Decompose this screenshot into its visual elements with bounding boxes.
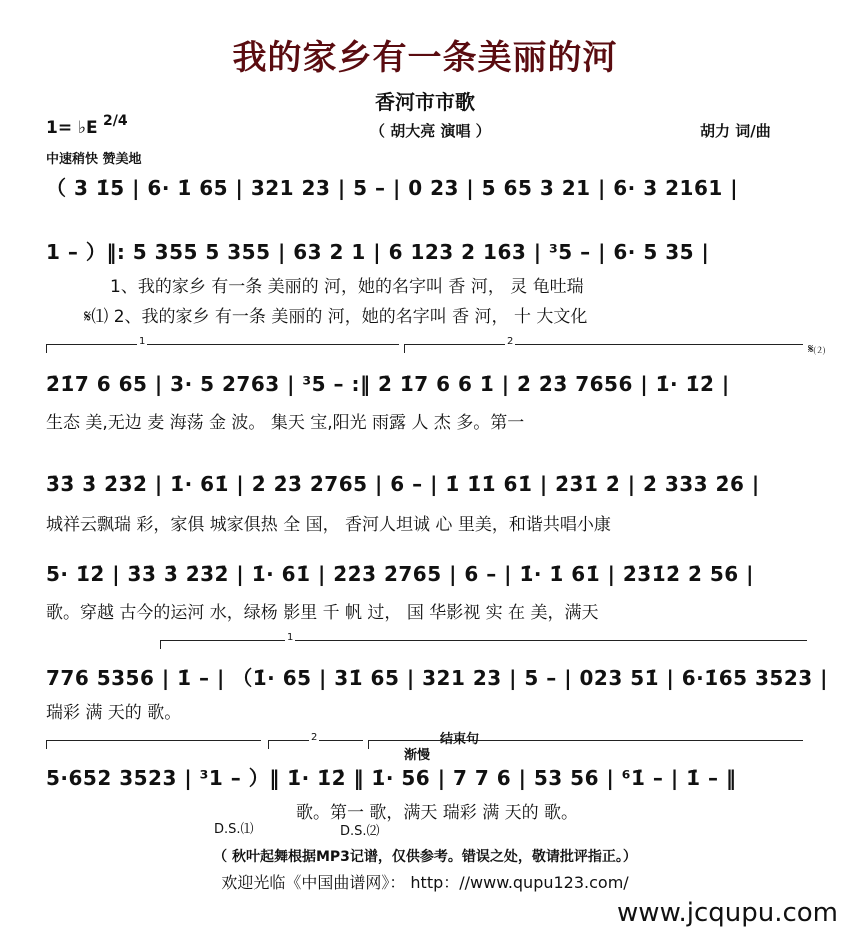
notation-row-4: 3̇3̇ 3̇ 2̇3̇2̇ | 1̇· 61̇ | 2̇ 2̇3̇ 2̇765 | 6 – | 1̇ 1̇1̇ 61̇ | 2̇3̇1̇ 2̇ | 2̇ 333 2̇6 | [46, 472, 760, 496]
notation-row-2: 1 – ）‖: 5 355 5 355 | 63 2 1 | 6 123 2 163 | ³5 – | 6· 5 35 | [46, 240, 710, 264]
time-signature: 2/4 [103, 113, 128, 129]
volta-bracket-1 [46, 336, 399, 353]
ending-label: 结束句 [440, 732, 480, 747]
volta-bracket-2 [404, 336, 803, 353]
lyric-row-5: 歌。穿越 古今的运河 水，绿杨 影里 千 帆 过， 国 华影视 实 在 美，满天 [46, 603, 599, 623]
lyric-row-4: 城祥云飘瑞 彩，家俱 城家俱热 全 国， 香河人坦诚 心 里美，和谐共唱小康 [46, 515, 611, 535]
song-subtitle: 香河市市歌 [375, 90, 475, 114]
volta-bracket-1 [160, 632, 807, 649]
volta-number: 1 [139, 336, 146, 347]
notation-row-3: 2̇1̇7 6 65 | 3· 5 2763 | ³5 – :‖ 2̇ 1̇7 6 6 1̇ | 2̇ 2̇3̇ 7656 | 1̇· 1̇2̇ | [46, 372, 730, 396]
volta-number: 2 [311, 732, 318, 743]
watermark: www.jcqupu.com [617, 898, 838, 928]
ritardando-label: 渐慢 [404, 748, 431, 763]
lyric-row-2-verse-1: 1、我的家乡 有一条 美丽的 河，她的名字叫 香 河， 灵 龟吐瑞 [110, 277, 584, 297]
notation-row-5: 5· 1̇2̇ | 3̇3̇ 3̇ 2̇3̇2̇ | 1̇· 61̇ | 2̇2̇3̇ 2̇765 | 6 – | 1̇· 1̇ 61̇ | 2̇3̇1̇2̇ 2̇ 56 | [46, 562, 754, 586]
lyric-row-2-verse-2: 𝄋⑴ 2、我的家乡 有一条 美丽的 河，她的名字叫 香 河， 十 大文化 [84, 307, 588, 327]
author: 胡力 词/曲 [700, 122, 771, 140]
notation-row-1: （ 3 1̇5 | 6· 1̇ 65 | 321 23 | 5 – | 0 23 | 5 65 3 21 | 6· 3 2161 | [46, 176, 739, 200]
notation-row-7: 5·652 3523 | ³1 – ）‖ 1̇· 1̇2̇ ‖ 1̇· 56 | 7 7 6 | 53 56 | ⁶1̇ – | 1̇ – ‖ [46, 766, 737, 790]
transcriber-note: （ 秋叶起舞根据MP3记谱，仅供参考。错误之处，敬请批评指正。） [213, 849, 637, 865]
volta-bracket-2 [268, 732, 363, 749]
ds-marker-1: D.S.⑴ [214, 822, 254, 837]
volta-number: 2 [507, 336, 514, 347]
lyric-row-3: 生态 美,无边 麦 海荡 金 波。 集天 宝,阳光 雨露 人 杰 多。第一 [46, 413, 525, 433]
song-title: 我的家乡有一条美丽的河 [232, 38, 618, 78]
site-credit: 欢迎光临《中国曲谱网》： http：//www.qupu123.com/ [221, 873, 629, 892]
ds-marker-2: D.S.⑵ [340, 824, 380, 839]
volta-number: 1 [287, 632, 294, 643]
performer: （ 胡大亮 演唱 ） [370, 122, 491, 140]
volta-bracket-end [368, 740, 803, 749]
tempo-marking: 中速稍快 赞美地 [46, 152, 142, 167]
lyric-row-7: 歌。第一 歌，满天 瑞彩 满 天的 歌。 [296, 803, 579, 823]
lyric-row-6: 瑞彩 满 天的 歌。 [46, 703, 182, 723]
volta-bracket-0 [46, 740, 261, 749]
segno-mark: 𝄋⑵ [808, 342, 826, 357]
key-signature: 1= ♭E [46, 118, 98, 138]
notation-row-6: 776 5356 | 1̇ – | （1̇· 65 | 31̇ 65 | 321 23 | 5 – | 023 51̇ | 6·1̇65 3523 | [46, 666, 828, 690]
